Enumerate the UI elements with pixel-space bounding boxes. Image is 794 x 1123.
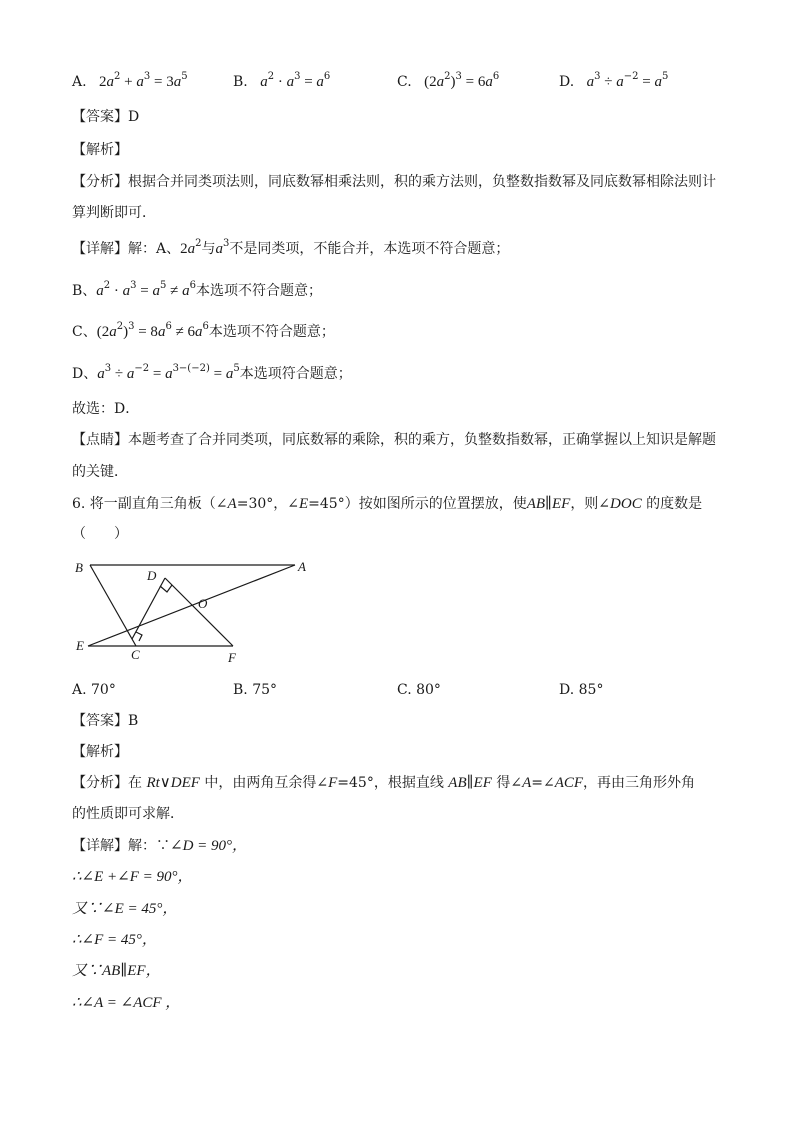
- option-c-label: C.: [397, 74, 412, 90]
- option-c: [397, 72, 499, 92]
- point-label-d: D: [147, 568, 157, 583]
- q6-step-3: 又∵∠E = 45°，: [72, 901, 178, 917]
- q6-step-1-expr: ∠D = 90°，: [170, 838, 248, 854]
- q6-option-b: B. 75°: [233, 682, 278, 698]
- q6-stem-line-2: （ ）: [72, 526, 128, 542]
- q6-step-6: ∴∠A = ∠ACF ，: [72, 995, 181, 1011]
- expr-b: $a^2 \cdot a^3 = a^5 \ne a^6$: [96, 280, 196, 299]
- point-label-o: O: [198, 596, 208, 611]
- q6-fenxi-line-2: 的性质即可求解．: [72, 806, 184, 822]
- q5-step-d: [72, 364, 352, 384]
- q5-answer: 【答案】D: [72, 109, 140, 125]
- q6-step-4: ∴∠F = 45°，: [72, 932, 157, 948]
- expr-a3: $a^3$: [215, 238, 230, 257]
- expr-2a2: $2a^2$: [180, 238, 202, 257]
- q6-analysis-heading: 【解析】: [72, 744, 128, 760]
- option-d-formula: $a^3 \div a^{-2} = a^5$: [586, 71, 669, 90]
- point-label-a: A: [298, 559, 306, 574]
- q5-step-d-prefix: D、: [72, 366, 98, 382]
- q5-step-c-prefix: C、: [72, 324, 97, 340]
- q6-fenxi-d: =45°，根据直线: [337, 775, 449, 791]
- q5-fenxi-line-2: 算判断即可．: [72, 205, 156, 221]
- q6-fenxi-j: ，再由三角形外角: [583, 775, 696, 791]
- q6-stem-part-b: =30°，∠: [236, 496, 299, 512]
- q6-answer: 【答案】B: [72, 713, 139, 729]
- q5-step-b: [72, 281, 322, 301]
- q6-step-5: 又∵AB∥EF，: [72, 963, 161, 979]
- segment-bc: [90, 565, 136, 646]
- q5-step-d-suffix: 本选项符合题意；: [239, 366, 352, 382]
- q5-step-b-suffix: 本选项不符合题意；: [196, 283, 322, 299]
- q6-stem-part-a: 6. 将一副直角三角板（∠: [72, 496, 228, 512]
- q6-fenxi-parallel: AB∥EF: [448, 775, 492, 791]
- q6-option-a: A. 70°: [72, 682, 116, 698]
- q6-step-2: ∴∠E +∠F = 90°，: [72, 869, 193, 885]
- q6-fenxi-h: =∠: [531, 775, 555, 791]
- q6-fenxi-rt: Rt∨DEF: [146, 775, 200, 791]
- q5-xiangjie-prefix: 【详解】解：A、: [72, 241, 181, 257]
- q5-xiangjie-suffix: 不是同类项，不能合并，本选项不符合题意；: [229, 241, 510, 257]
- q6-fenxi-g: A: [522, 775, 532, 791]
- q6-fenxi-f: 得∠: [491, 775, 523, 791]
- q6-option-c: C. 80°: [397, 682, 441, 698]
- point-label-b: B: [75, 560, 83, 575]
- point-label-e: E: [76, 638, 84, 653]
- segment-cd: [132, 578, 165, 639]
- q6-fenxi-a: 【分析】在: [72, 775, 147, 791]
- point-label-f: F: [228, 650, 236, 665]
- q6-xiangjie-prefix: 【详解】解：∵: [72, 838, 170, 854]
- q5-dianjing-line-1: 【点睛】本题考查了合并同类项，同底数幂的乘除，积的乘方，负整数指数幂，正确掌握以上知识是解题: [72, 432, 716, 448]
- option-d: [559, 72, 668, 92]
- expr-d: $a^3 \div a^{-2} = a^{3-(-2)} = a^5$: [97, 363, 240, 382]
- q6-step-1: [72, 836, 247, 856]
- q5-xiangjie-line: [72, 239, 509, 259]
- q5-xiangjie-mid: 与: [201, 241, 216, 257]
- q5-step-c: [72, 322, 335, 342]
- q5-choice: 故选：D．: [72, 401, 140, 417]
- q6-angle-a: A: [227, 496, 237, 512]
- option-b-formula: $a^2 \cdot a^3 = a^6$: [260, 71, 331, 90]
- q6-stem-part-d: ，则∠: [570, 496, 611, 512]
- q6-parallel: AB∥EF: [526, 496, 571, 512]
- q6-stem-part-c: =45°）按如图所示的位置摆放，使: [308, 496, 527, 512]
- option-b-label: B.: [233, 74, 248, 90]
- q5-step-c-suffix: 本选项不符合题意；: [208, 324, 335, 340]
- q6-fenxi-angle-f: F: [328, 775, 338, 791]
- q6-fenxi-line-1: [72, 773, 695, 793]
- q5-step-b-prefix: B、: [72, 283, 97, 299]
- right-angle-mark-d: [160, 585, 172, 592]
- expr-c: $(2a^2)^3 = 8a^6 \ne 6a^6$: [96, 321, 209, 340]
- q6-option-d: D. 85°: [559, 682, 604, 698]
- q5-fenxi-line-1: 【分析】根据合并同类项法则，同底数幂相乘法则，积的乘方法则，负整数指数幂及同底数幂相除法则计: [72, 174, 716, 190]
- q5-dianjing-line-2: 的关键．: [72, 464, 128, 480]
- option-d-label: D.: [559, 74, 575, 90]
- right-angle-mark-c: [136, 632, 142, 641]
- q6-angle-doc: DOC: [610, 496, 642, 512]
- q6-fenxi-c: 中，由两角互余得∠: [199, 775, 329, 791]
- q6-stem-part-e: 的度数是: [641, 496, 703, 512]
- option-a: [72, 72, 188, 92]
- point-label-c: C: [131, 647, 140, 662]
- option-a-label: A.: [72, 74, 87, 90]
- q6-figure: [70, 555, 370, 675]
- q5-analysis-heading: 【解析】: [72, 142, 128, 158]
- option-a-formula: $2a^2 + a^3 = 3a^5$: [99, 71, 188, 90]
- segment-ea: [88, 565, 295, 646]
- q6-fenxi-acf: ACF: [554, 775, 584, 791]
- option-c-formula: $(2a^2)^3 = 6a^6$: [424, 71, 500, 90]
- q6-angle-e: E: [299, 496, 309, 512]
- option-b: [233, 72, 330, 92]
- q6-stem-line-1: [72, 494, 702, 514]
